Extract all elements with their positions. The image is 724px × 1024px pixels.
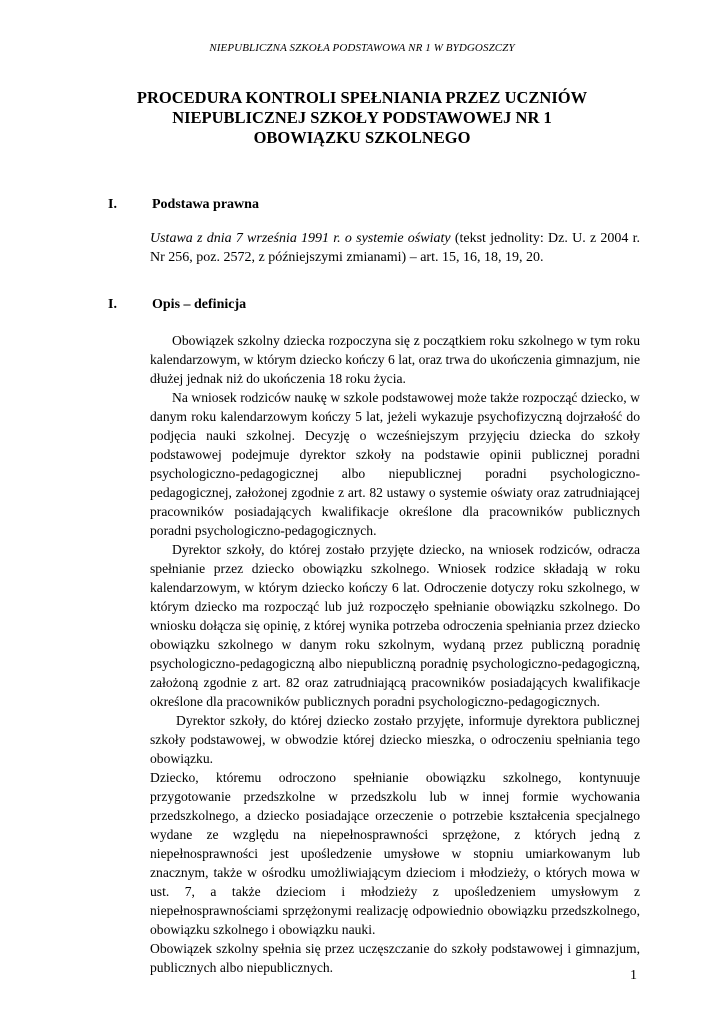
document-title-line-3: OBOWIĄZKU SZKOLNEGO	[253, 128, 471, 147]
legal-act-title: Ustawa z dnia 7 września 1991 r. o systemie oświaty	[150, 231, 451, 246]
document-title-line-1: PROCEDURA KONTROLI SPEŁNIANIA PRZEZ UCZNIÓW	[136, 88, 588, 107]
running-header: NIEPUBLICZNA SZKOŁA PODSTAWOWA NR 1 W BYDGOSZCZY	[209, 42, 515, 54]
paragraph: Na wniosek rodziców naukę w szkole podstawowej może także rozpocząć dziecko, w danym roku kalendarzowym kończy 5 lat, jeżeli wykazuje psychofizyczną dojrzałość do podjęcia nauki szkolnej. Decyzję o wcześniejszym przyjęciu dziecka do szkoły podstawowej podejmuje dyrektor szkoły na podstawie opinii publicznej poradni psychologiczno-pedagogicznej albo niepublicznej poradni psychologiczno-pedagogicznej, założonej zgodnie z art. 82 ustawy o systemie oświaty oraz zatrudniającej pracowników posiadających kwalifikacje określone dla pracowników publicznych poradni psychologiczno-pedagogicznych.	[150, 390, 640, 538]
paragraph: Obowiązek szkolny dziecka rozpoczyna się z początkiem roku szkolnego w tym roku kalendarzowym, w którym dziecko kończy 6 lat, oraz trwa do ukończenia gimnazjum, nie dłużej jednak niż do ukończenia 18 roku życia.	[150, 333, 640, 386]
paragraph: Dziecko, któremu odroczono spełnianie obowiązku szkolnego, kontynuuje przygotowanie przedszkolne w przedszkolu lub w innej formie wychowania przedszkolnego, a dziecko posiadające orzeczenie o potrzebie kształcenia specjalnego wydane ze względu na niepełnosprawności sprzężone, z których jedną z niepełnosprawności jest upośledzenie umysłowe w stopniu umiarkowanym lub znacznym, także w ośrodku umożliwiającym dzieciom i młodzieży, o których mowa w ust. 7, a także dzieciom i młodzieży z upośledzeniem umysłowym z niepełnosprawnościami sprzężonymi realizację odpowiednio obowiązku przedszkolnego, obowiązku szkolnego i obowiązku nauki.	[150, 770, 640, 937]
paragraph: Dyrektor szkoły, do której zostało przyjęte dziecko, na wniosek rodziców, odracza spełnianie przez dziecko obowiązku szkolnego. Wniosek rodzice składają w roku kalendarzowym, w którym dziecko kończy 6 lat. Odroczenie dotyczy roku szkolnego, w którym dziecko ma rozpocząć lub już rozpoczęło spełnianie obowiązku szkolnego. Do wniosku dołącza się opinię, z której wynika potrzeba odroczenia spełniania przez dziecko obowiązku szkolnego w danym roku szkolnym, wydaną przez publiczną poradnię psychologiczno-pedagogiczną albo niepubliczną poradnię psychologiczno-pedagogiczną, założoną zgodnie z art. 82 oraz zatrudniającą pracowników posiadających kwalifikacje określone dla pracowników publicznych poradni psychologiczno-pedagogicznych.	[150, 542, 640, 709]
document-title-line-2: NIEPUBLICZNEJ SZKOŁY PODSTAWOWEJ NR 1	[172, 108, 552, 127]
paragraph: Obowiązek szkolny spełnia się przez uczęszczanie do szkoły podstawowej i gimnazjum, publicznych albo niepublicznych.	[150, 941, 640, 975]
section-1-heading: Podstawa prawna	[152, 197, 259, 212]
page-number: 1	[630, 968, 637, 983]
paragraph: Dyrektor szkoły, do której dziecko zostało przyjęte, informuje dyrektora publicznej szkoły podstawowej, w obwodzie której dziecko mieszka, o odroczeniu spełniania tego obowiązku.	[150, 713, 640, 766]
document-title	[100, 88, 624, 148]
section-2-body	[150, 331, 640, 977]
section-2-heading: Opis – definicja	[152, 297, 247, 312]
legal-act-reference: (tekst jednolity: Dz. U. z 2004 r. Nr 256, poz. 2572, z późniejszymi zmianami) – art. 15, 16, 18, 19, 20.	[150, 231, 641, 265]
section-2-number: I.	[108, 297, 117, 312]
legal-basis-text	[150, 229, 640, 267]
section-1-number: I.	[108, 197, 117, 212]
